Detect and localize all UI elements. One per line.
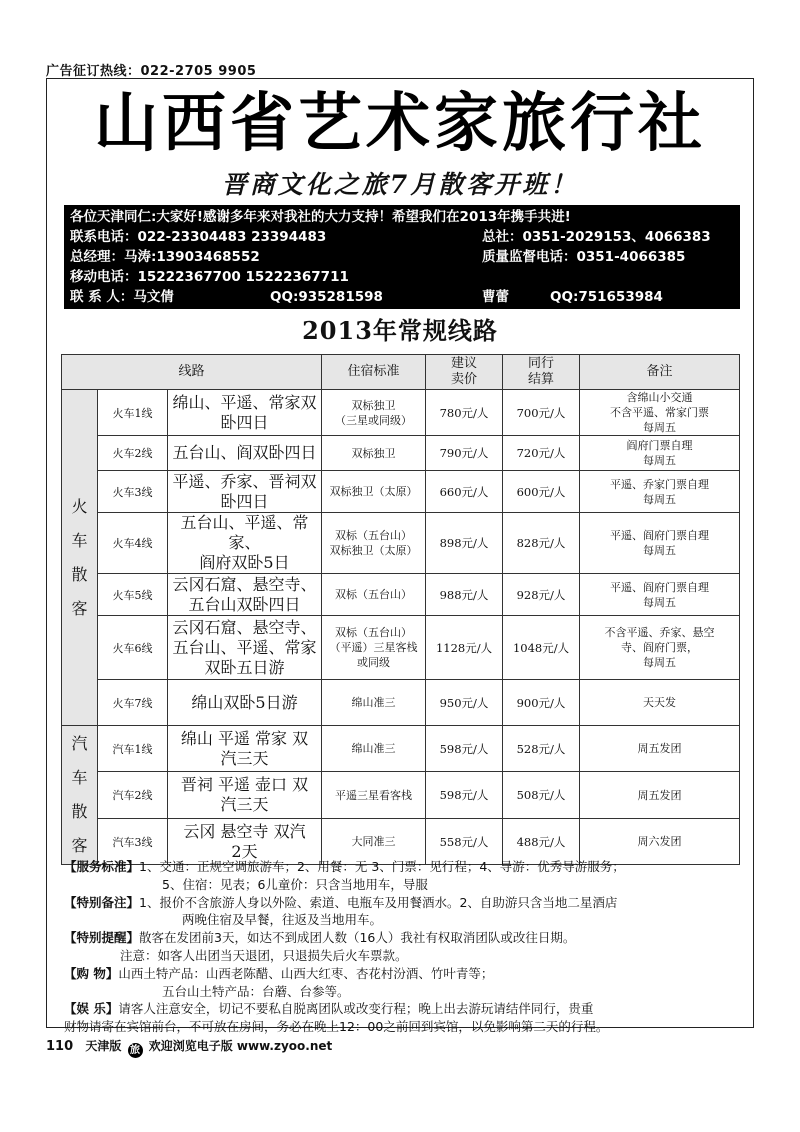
- service-label: 【服务标准】: [64, 859, 140, 874]
- route-note: 周五发团: [580, 726, 740, 772]
- table-row: [62, 513, 740, 574]
- contact-phone: 联系电话：022-23304483 23394483: [70, 229, 327, 245]
- bus-group-label: 汽 车 散 客: [62, 726, 98, 865]
- settlement-price: 900元/人: [503, 680, 580, 726]
- settlement-price: 600元/人: [503, 471, 580, 513]
- special-text-1: 1、报价不含旅游人身以外险、索道、电瓶车及用餐酒水。2、自助游只含当地二星酒店: [139, 894, 618, 910]
- entertainment-label: 【娱 乐】: [64, 1001, 119, 1017]
- hotel-standard: 绵山准三: [322, 726, 426, 772]
- routes-table: [61, 354, 740, 865]
- line-tag: 火车2线: [98, 436, 168, 471]
- table-row: [62, 772, 740, 819]
- service-text-1: 1、交通：正规空调旅游车；2、用餐：无 3、门票：见行程；4、导游：优秀导游服务；: [139, 859, 625, 874]
- line-tag: 汽车3线: [98, 819, 168, 865]
- contact-person-2: 曹蕾: [482, 289, 509, 305]
- promo-subtitle: 晋商文化之旅7月散客开班！: [221, 170, 579, 199]
- hotel-standard: 绵山准三: [322, 680, 426, 726]
- table-row: [62, 436, 740, 471]
- line-tag: 汽车1线: [98, 726, 168, 772]
- contact-box: [64, 205, 740, 309]
- settlement-price: 828元/人: [503, 513, 580, 574]
- contact-qq-2: QQ:751653984: [550, 289, 663, 305]
- line-tag: 火车3线: [98, 471, 168, 513]
- notes-block: [64, 858, 740, 1036]
- contact-qq-1: QQ:935281598: [270, 289, 383, 305]
- table-row: [62, 680, 740, 726]
- suggested-price: 950元/人: [426, 680, 503, 726]
- ad-hotline: 广告征订热线：022-2705 9905: [46, 64, 257, 79]
- mobile-phone: 移动电话：15222367700 15222367711: [70, 269, 349, 285]
- settlement-price: 528元/人: [503, 726, 580, 772]
- route-name: 绵山、平遥、常家双 卧四日: [168, 390, 322, 436]
- settlement-price: 720元/人: [503, 436, 580, 471]
- suggested-price: 558元/人: [426, 819, 503, 865]
- suggested-price: 988元/人: [426, 574, 503, 616]
- greeting-text: 各位天津同仁:大家好!感谢多年来对我社的大力支持！希望我们在2013年携手共进!: [70, 209, 571, 225]
- line-tag: 火车4线: [98, 513, 168, 574]
- settlement-price: 1048元/人: [503, 616, 580, 680]
- shopping-label: 【购 物】: [64, 965, 119, 981]
- route-name: 云冈石窟、悬空寺、 五台山、平遥、常家 双卧五日游: [168, 616, 322, 680]
- contact-person-1: 联 系 人：马文倩: [70, 289, 174, 305]
- line-tag: 火车6线: [98, 616, 168, 680]
- suggested-price: 598元/人: [426, 726, 503, 772]
- suggested-price: 898元/人: [426, 513, 503, 574]
- route-name: 五台山、平遥、常家、 阎府双卧5日: [168, 513, 322, 574]
- settlement-price: 700元/人: [503, 390, 580, 436]
- agency-title: 山西省艺术家旅行社: [94, 87, 706, 161]
- route-name: 晋祠 平遥 壶口 双 汽三天: [168, 772, 322, 819]
- line-tag: 火车5线: [98, 574, 168, 616]
- footer-url[interactable]: www.zyoo.net: [236, 1039, 333, 1053]
- table-row: [62, 471, 740, 513]
- route-note: 平遥、乔家门票自理 每周五: [580, 471, 740, 513]
- header-hotel: 住宿标准: [322, 355, 426, 390]
- route-name: 绵山双卧5日游: [168, 680, 322, 726]
- manager-phone: 总经理：马涛:13903468552: [70, 249, 260, 265]
- hotel-standard: 双标（五台山） 双标独卫（太原）: [322, 513, 426, 574]
- quality-phone: 质量监督电话：0351-4066385: [482, 249, 686, 265]
- route-name: 云冈石窟、悬空寺、 五台山双卧四日: [168, 574, 322, 616]
- suggested-price: 1128元/人: [426, 616, 503, 680]
- train-group-label: 火 车 散 客: [62, 390, 98, 726]
- service-text-2: 5、住宿：见表；6儿童价：只含当地用车，导服: [162, 876, 428, 892]
- route-note: 不含平遥、乔家、悬空 寺、阎府门票， 每周五: [580, 616, 740, 680]
- table-row: [62, 726, 740, 772]
- line-tag: 火车1线: [98, 390, 168, 436]
- footer-slogan: 欢迎浏览电子版: [148, 1039, 233, 1053]
- header-note: 备注: [580, 355, 740, 390]
- hotel-standard: 双标独卫 （三星或同级）: [322, 390, 426, 436]
- hotel-standard: 双标独卫（太原）: [322, 471, 426, 513]
- reminder-label: 【特别提醒】: [64, 930, 140, 946]
- hotel-standard: 双标独卫: [322, 436, 426, 471]
- hotel-standard: 大同准三: [322, 819, 426, 865]
- hotel-standard: 平遥三星看客栈: [322, 772, 426, 819]
- special-text-2: 两晚住宿及早餐，往返及当地用车。: [182, 912, 383, 928]
- travel-logo-icon: 旅: [128, 1043, 143, 1058]
- table-row: [62, 574, 740, 616]
- route-note: 平遥、阎府门票自理 每周五: [580, 513, 740, 574]
- settlement-price: 928元/人: [503, 574, 580, 616]
- route-note: 平遥、阎府门票自理 每周五: [580, 574, 740, 616]
- line-tag: 火车7线: [98, 680, 168, 726]
- suggested-price: 598元/人: [426, 772, 503, 819]
- suggested-price: 790元/人: [426, 436, 503, 471]
- header-price: 建议 卖价: [426, 355, 503, 390]
- entertainment-text-2: 财物请寄在宾馆前台，不可放在房间，务必在晚上12：00之前回到宾馆，以免影响第二天的行程。: [64, 1019, 609, 1035]
- table-header-row: [62, 355, 740, 390]
- hq-phone: 总社：0351-2029153、4066383: [482, 229, 711, 245]
- edition-label: 天津版: [85, 1039, 122, 1053]
- suggested-price: 660元/人: [426, 471, 503, 513]
- shopping-text-1: 山西土特产品：山西老陈醋、山西大红枣、杏花村汾酒、竹叶青等；: [118, 965, 494, 981]
- hotel-standard: 双标（五台山）: [322, 574, 426, 616]
- table-row: [62, 390, 740, 436]
- section-title: 2013年常规线路: [302, 316, 498, 345]
- route-name: 平遥、乔家、晋祠双 卧四日: [168, 471, 322, 513]
- route-name: 绵山 平遥 常家 双 汽三天: [168, 726, 322, 772]
- reminder-text-2: 注意：如客人出团当天退团，只退损失后火车票款。: [120, 947, 408, 963]
- settlement-price: 488元/人: [503, 819, 580, 865]
- suggested-price: 780元/人: [426, 390, 503, 436]
- header-settle: 同行 结算: [503, 355, 580, 390]
- settlement-price: 508元/人: [503, 772, 580, 819]
- hotel-standard: 双标（五台山） （平遥）三星客栈 或同级: [322, 616, 426, 680]
- route-note: 天天发: [580, 680, 740, 726]
- entertainment-text-1: 请客人注意安全，切记不要私自脱离团队或改变行程；晚上出去游玩请结伴同行，贵重: [118, 1001, 594, 1017]
- route-note: 含绵山小交通 不含平遥、常家门票 每周五: [580, 390, 740, 436]
- page-number: 110: [46, 1039, 74, 1054]
- shopping-text-2: 五台山土特产品：台蘑、台参等。: [162, 983, 350, 999]
- reminder-text-1: 散客在发团前3天，如达不到成团人数（16人）我社有权取消团队或改往日期。: [139, 930, 576, 946]
- route-name: 五台山、阎双卧四日: [168, 436, 322, 471]
- route-note: 阎府门票自理 每周五: [580, 436, 740, 471]
- header-route: 线路: [62, 355, 322, 390]
- page-footer: [46, 1037, 332, 1058]
- route-name: 云冈 悬空寺 双汽 2天: [168, 819, 322, 865]
- table-row: [62, 616, 740, 680]
- line-tag: 汽车2线: [98, 772, 168, 819]
- route-note: 周五发团: [580, 772, 740, 819]
- special-label: 【特别备注】: [64, 894, 140, 910]
- route-note: 周六发团: [580, 819, 740, 865]
